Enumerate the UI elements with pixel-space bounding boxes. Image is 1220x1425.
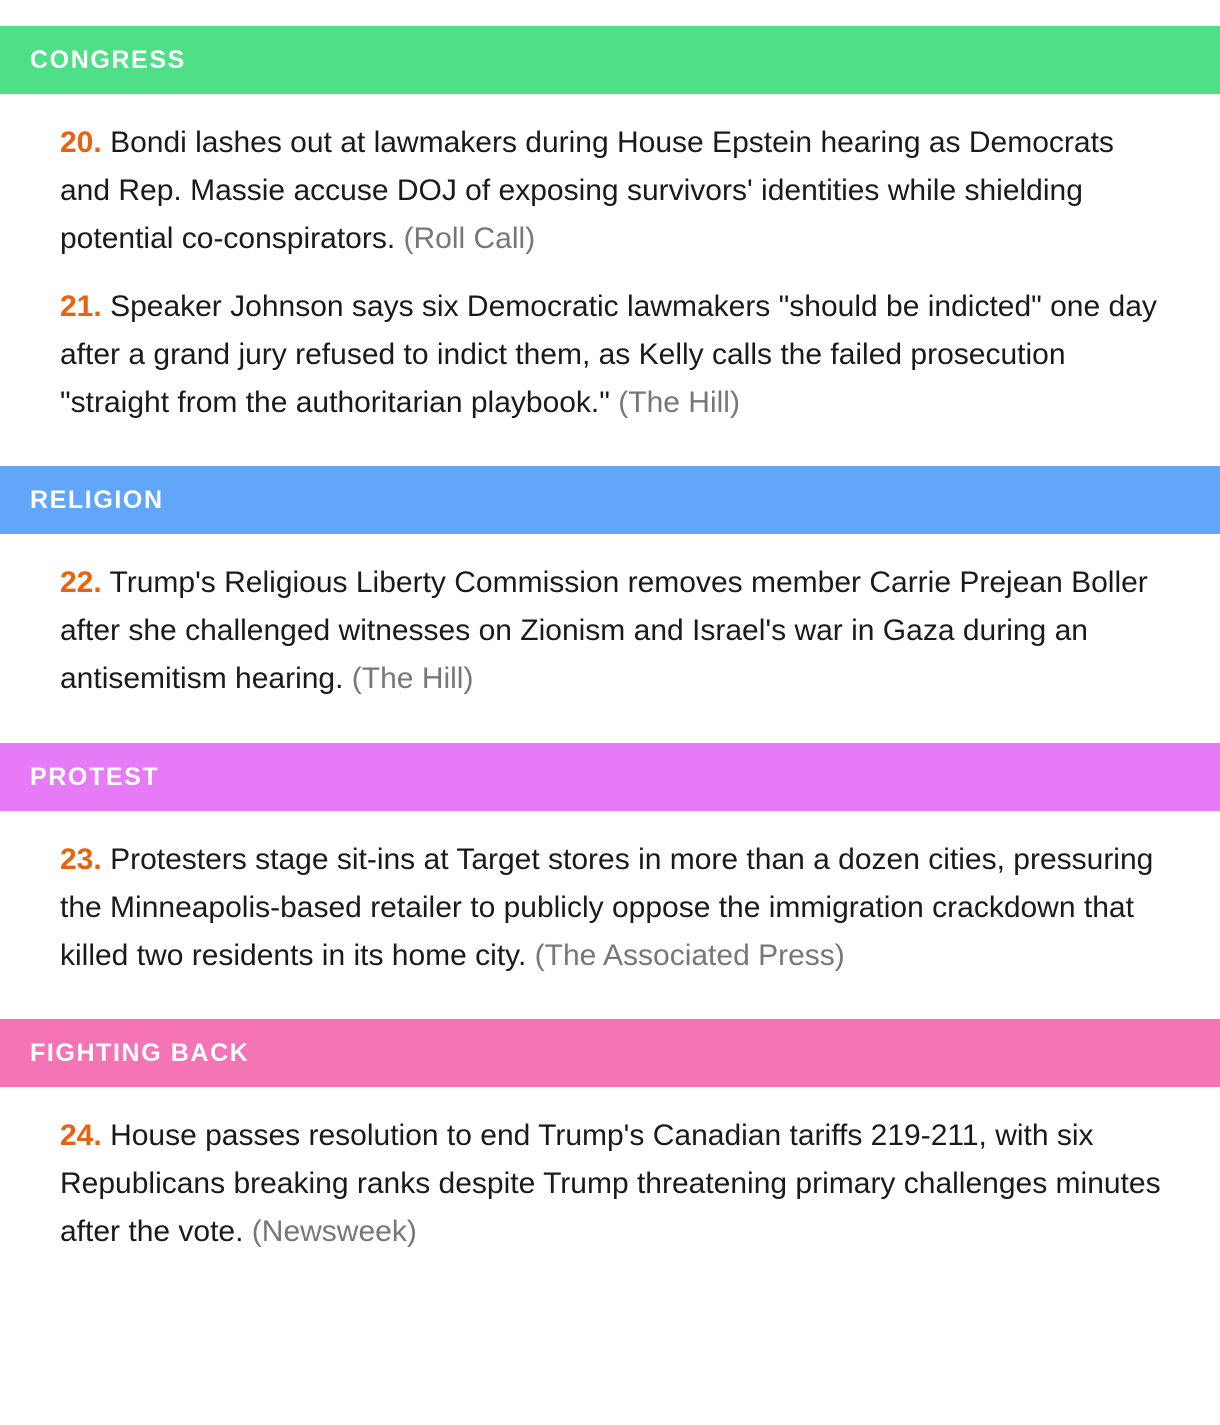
item-text: Trump's Religious Liberty Commission removes member Carrie Prejean Boller after she challenged witnesses on Zionism and Israel's war in Gaza during an antisemitism hearing.: [60, 566, 1148, 695]
section-header-religion: [0, 466, 1220, 534]
item-text: Protesters stage sit-ins at Target stores in more than a dozen cities, pressuring the Minneapolis-based retailer to publicly oppose the immigration crackdown that killed two residents in its home city.: [60, 843, 1154, 972]
item-number: 24.: [60, 1119, 102, 1152]
source-link[interactable]: (The Hill): [618, 386, 740, 419]
section-title: FIGHTING BACK: [30, 1038, 250, 1067]
section-title: RELIGION: [30, 485, 164, 514]
section-header-congress: [0, 26, 1220, 94]
item-text: Speaker Johnson says six Democratic lawmakers "should be indicted" one day after a grand jury refused to indict them, as Kelly calls the failed prosecution "straight from the authoritarian playbook.": [60, 290, 1157, 419]
source-link[interactable]: (Newsweek): [251, 1215, 417, 1248]
section-title: CONGRESS: [30, 45, 186, 74]
news-item-24: [60, 1112, 1170, 1256]
item-text: Bondi lashes out at lawmakers during House Epstein hearing as Democrats and Rep. Massie accuse DOJ of exposing survivors' identities while shielding potential co-conspirators.: [60, 126, 1114, 255]
news-item-23: [60, 836, 1170, 980]
source-link[interactable]: (Roll Call): [403, 222, 536, 255]
news-item-20: [60, 119, 1170, 263]
item-number: 20.: [60, 126, 102, 159]
item-number: 23.: [60, 843, 102, 876]
item-text: House passes resolution to end Trump's Canadian tariffs 219-211, with six Republicans breaking ranks despite Trump threatening primary challenges minutes after the vote.: [60, 1119, 1161, 1248]
item-number: 22.: [60, 566, 102, 599]
news-item-21: [60, 283, 1170, 427]
source-link[interactable]: (The Hill): [351, 662, 474, 695]
source-link[interactable]: (The Associated Press): [534, 939, 845, 972]
section-header-fighting-back: [0, 1019, 1220, 1087]
section-header-protest: [0, 743, 1220, 811]
item-number: 21.: [60, 290, 102, 323]
section-title: PROTEST: [30, 762, 160, 791]
news-item-22: [60, 559, 1170, 703]
